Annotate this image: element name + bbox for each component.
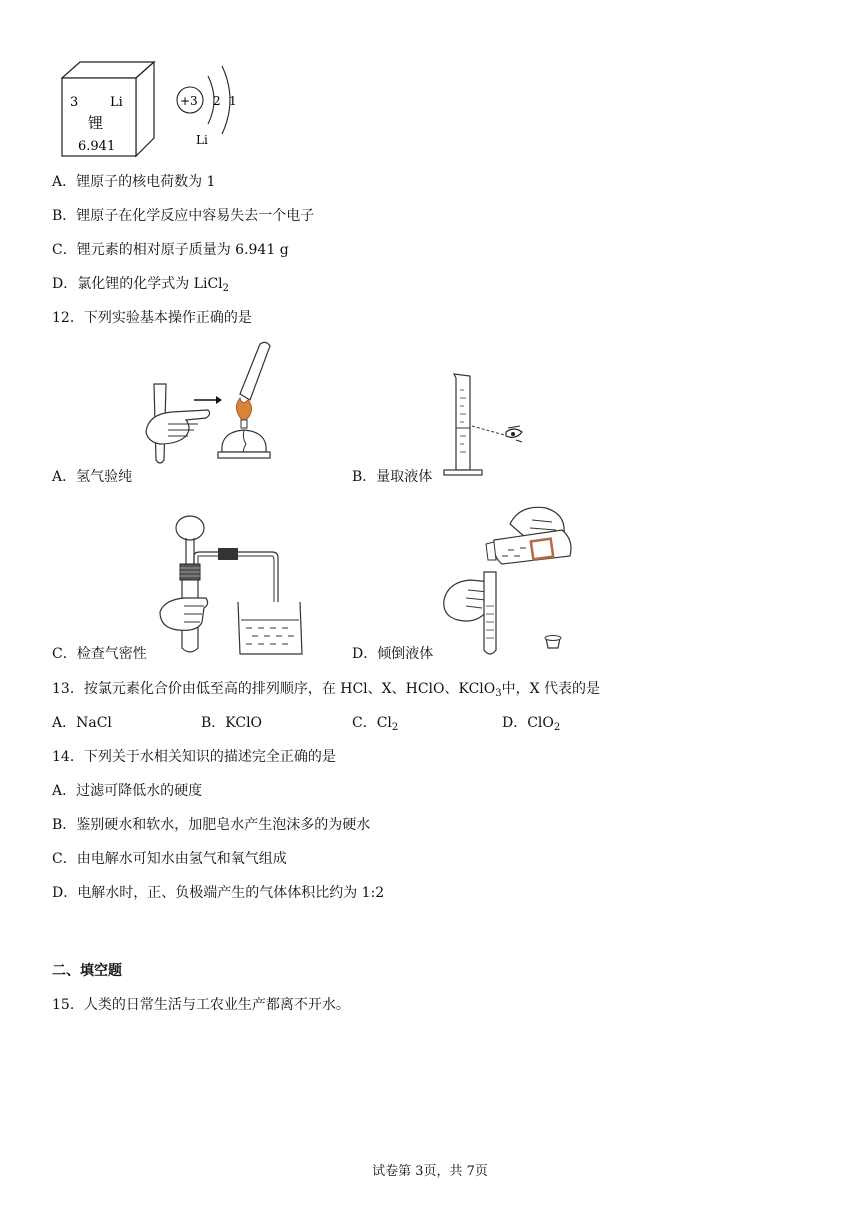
hydrogen-purity-test-illustration xyxy=(138,340,278,468)
q12-option-b: B．量取液体 xyxy=(352,469,433,485)
page-footer: 试卷第 3页，共 7页 xyxy=(372,1164,488,1179)
atomic-number: 3 xyxy=(70,95,79,110)
atomic-mass: 6.941 xyxy=(78,139,116,154)
atom-symbol: Li xyxy=(196,133,208,147)
shell-2-electrons: 1 xyxy=(229,94,237,108)
q13-stem: 13．按氯元素化合价由低至高的排列顺序，在 HCl、X、HClO、KClO$_3$中，X 代表的是 xyxy=(52,681,601,699)
shell-1-electrons: 2 xyxy=(213,94,221,108)
q14-stem: 14．下列关于水相关知识的描述完全正确的是 xyxy=(52,749,336,765)
pouring-liquid-illustration xyxy=(436,500,586,660)
q11-option-b: B．锂原子在化学反应中容易失去一个电子 xyxy=(52,208,315,224)
airtightness-check-illustration xyxy=(154,512,304,660)
q13-option-a: A．NaCl xyxy=(52,715,112,731)
q14-option-a: A．过滤可降低水的硬度 xyxy=(52,783,203,799)
q12-option-d: D．倾倒液体 xyxy=(352,646,434,662)
q13-option-c: C．$Cl_2$ xyxy=(352,715,399,733)
measuring-cylinder-illustration xyxy=(436,370,536,480)
q14-option-c: C．由电解水可知水由氢气和氧气组成 xyxy=(52,851,287,867)
q14-option-d: D．电解水时，正、负极端产生的气体体积比约为 1:2 xyxy=(52,885,385,901)
q12-option-a: A．氢气验纯 xyxy=(52,469,133,485)
q13-option-d: D．ClO$_2$ xyxy=(502,715,561,733)
q11-option-d: D．氯化锂的化学式为 LiCl$_2$ xyxy=(52,276,230,294)
section-heading: 二、填空题 xyxy=(52,963,122,979)
element-name: 锂 xyxy=(88,114,104,132)
q12-stem: 12．下列实验基本操作正确的是 xyxy=(52,310,252,326)
nucleus-charge: +3 xyxy=(180,94,198,108)
q15-stem: 15．人类的日常生活与工农业生产都离不开水。 xyxy=(52,997,350,1013)
q14-option-b: B．鉴别硬水和软水，加肥皂水产生泡沫多的为硬水 xyxy=(52,817,371,833)
q11-option-c: C．锂元素的相对原子质量为 6.941 g xyxy=(52,242,289,258)
q13-option-b: B．KClO xyxy=(201,715,263,731)
q12-option-c: C．检查气密性 xyxy=(52,646,147,662)
q11-option-a: A．锂原子的核电荷数为 1 xyxy=(52,174,216,190)
element-card-lithium xyxy=(58,60,160,160)
element-symbol: Li xyxy=(110,95,123,110)
atom-structure-diagram xyxy=(172,62,252,152)
